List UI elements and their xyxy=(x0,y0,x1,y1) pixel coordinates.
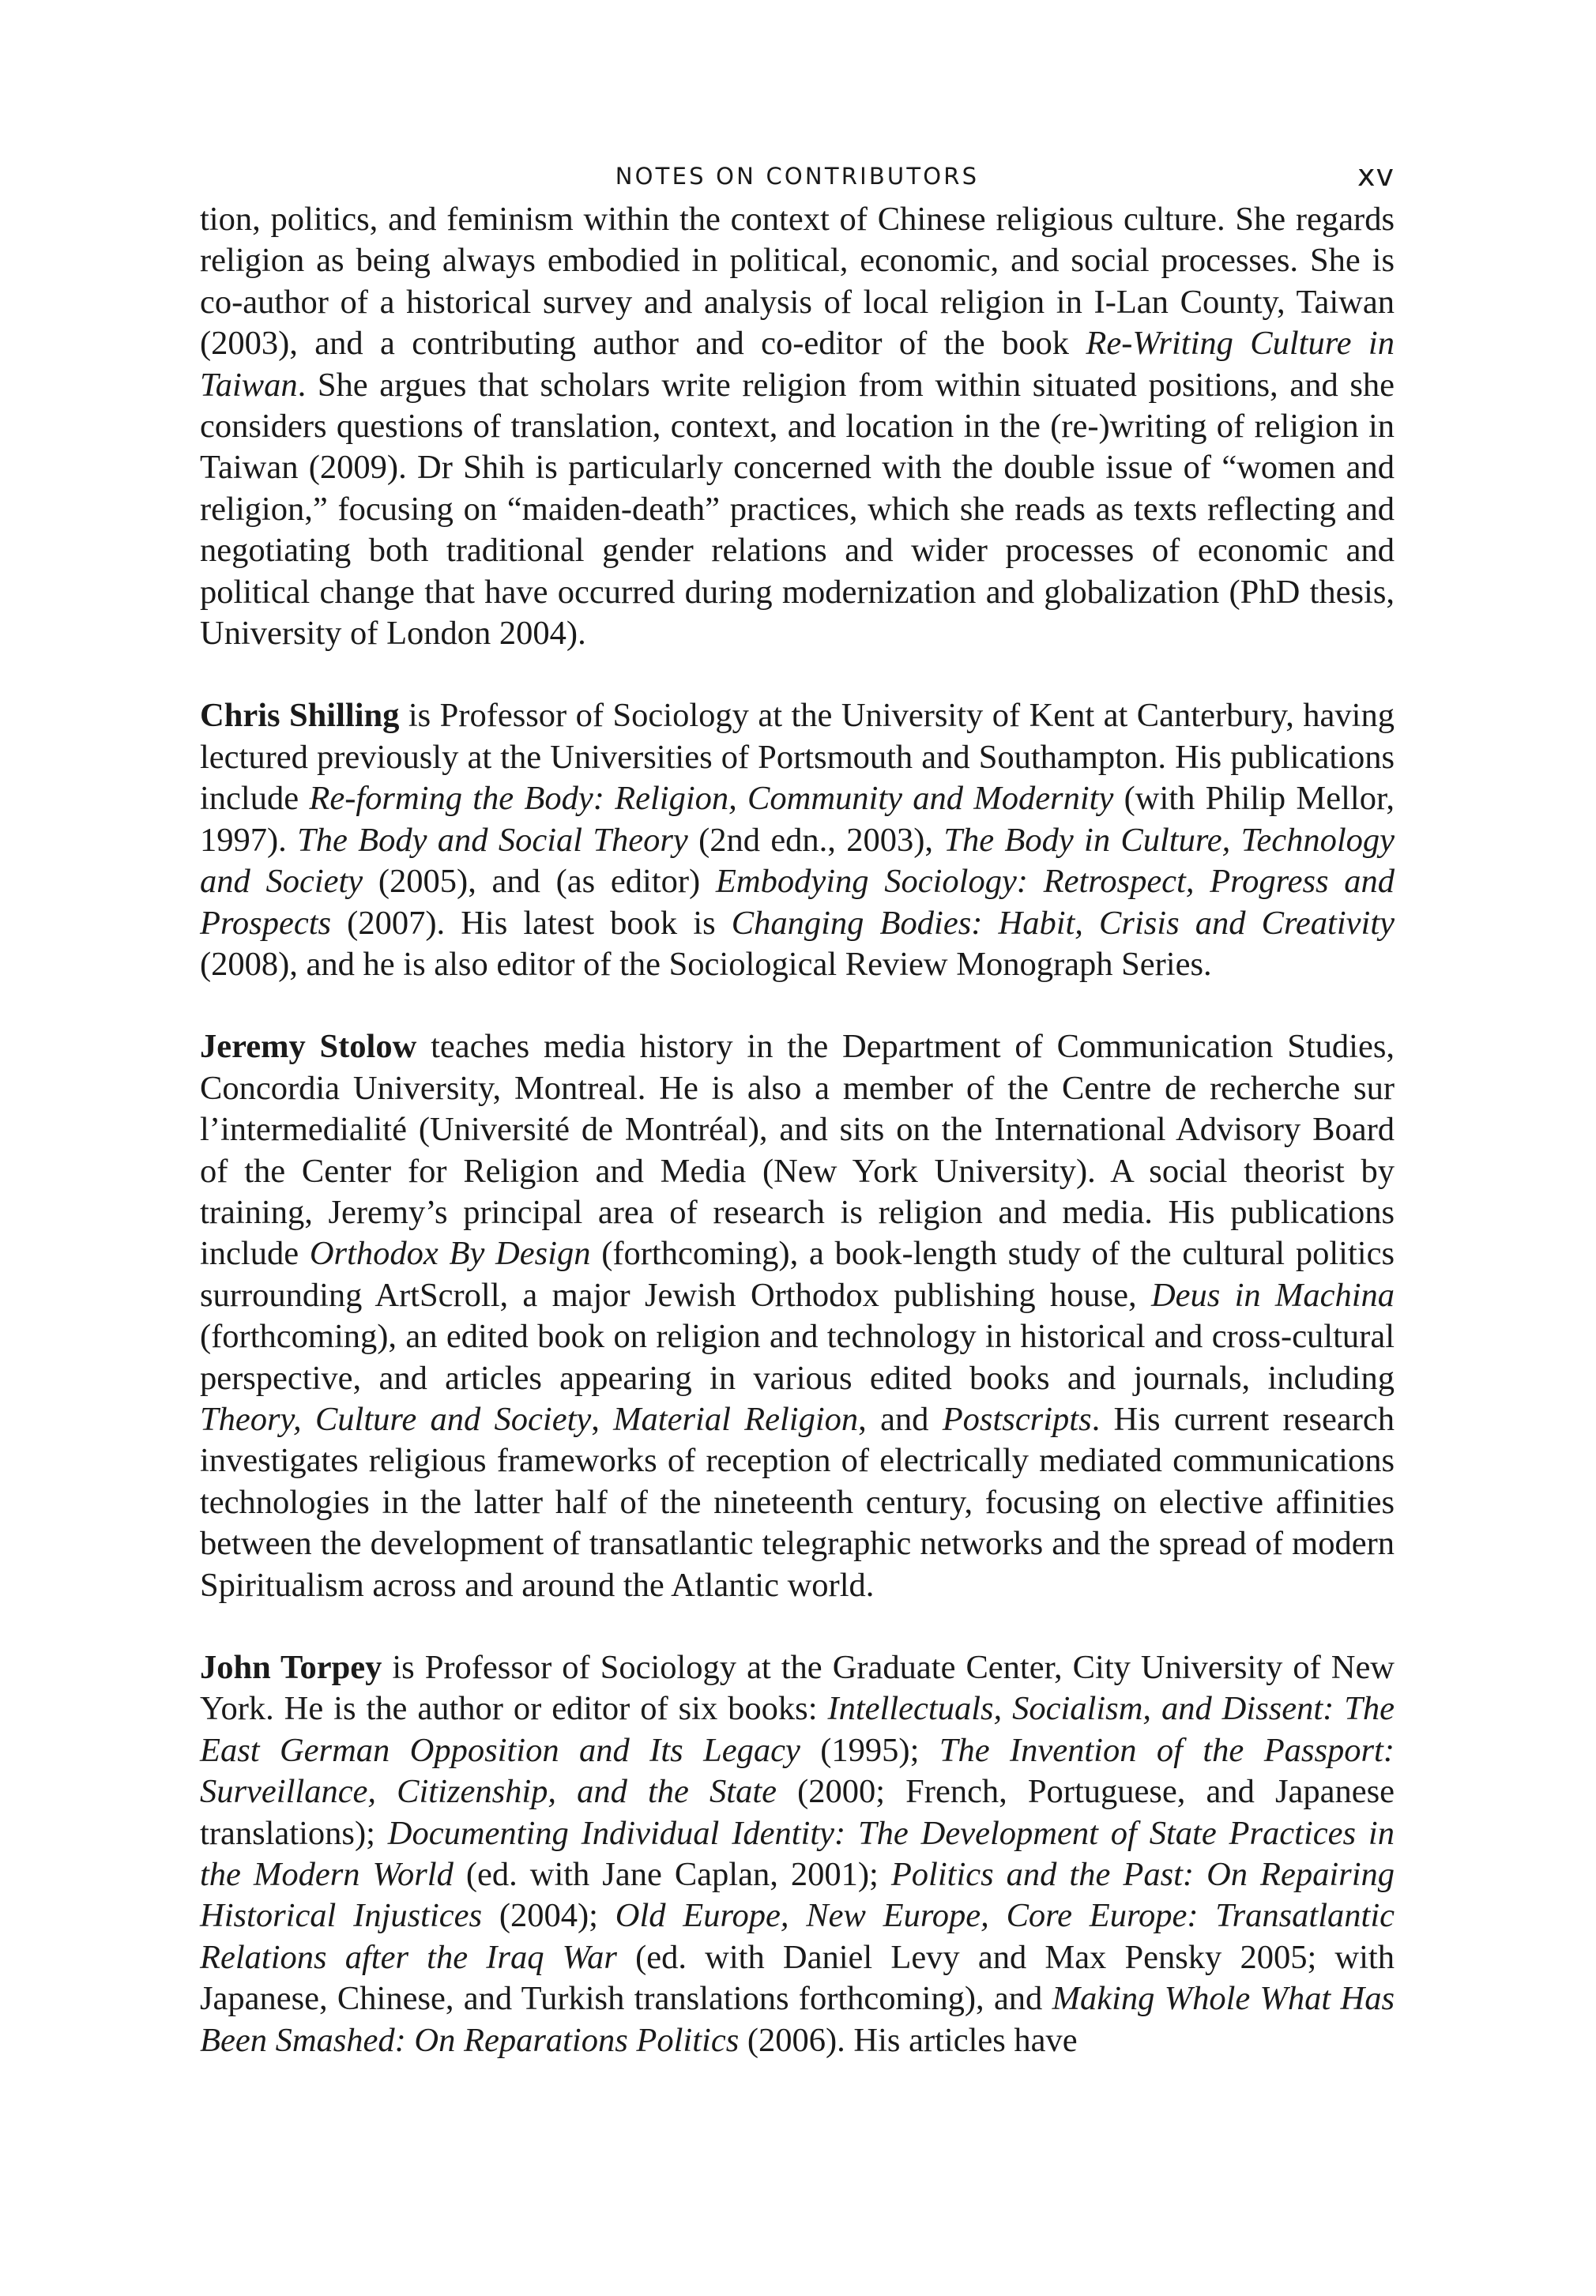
contributor-name: John Torpey xyxy=(200,1649,382,1686)
bio-text: is Professor of Sociology at the University of Kent at Canterbury, having lectured previously at the Universities of Portsmouth and Southampton. His publications include xyxy=(200,697,1395,818)
work-title: Documenting Individual Identity: The Development of State Practices in the Modern World xyxy=(200,1814,1395,1894)
bio-text: , xyxy=(591,1400,614,1438)
bio-text: (2nd edn., 2003), xyxy=(687,821,944,859)
work-title: Material Religion xyxy=(613,1400,859,1438)
work-title: The Body and Social Theory xyxy=(297,821,688,859)
bio-text: tion, politics, and feminism within the context of Chinese religious culture. She regards religion as being always embodied in political, economic, and social processes. She is co-author of a historical survey and analysis of local religion in I-Lan County, Taiwan (2003), and a contributing author and co-editor of the book xyxy=(200,201,1395,363)
running-title: NOTES ON CONTRIBUTORS xyxy=(615,163,980,190)
work-title: Re-Writing Culture in Taiwan xyxy=(200,325,1395,404)
work-title: The Body in Culture, Technology and Society xyxy=(200,821,1395,901)
bio-text: (2005), and (as editor) xyxy=(363,863,716,901)
work-title: Making Whole What Has Been Smashed: On Reparations Politics xyxy=(200,1980,1395,2059)
bio-text: (2000; French, Portuguese, and Japanese translations); xyxy=(200,1773,1395,1852)
contributor-entry xyxy=(200,1647,1395,2061)
book-page xyxy=(200,155,1395,2061)
running-head xyxy=(200,155,1395,199)
work-title: Changing Bodies: Habit, Crisis and Creativity xyxy=(731,904,1395,942)
work-title: Orthodox By Design xyxy=(309,1235,591,1273)
bio-text: (1995); xyxy=(800,1731,939,1769)
work-title: Embodying Sociology: Retrospect, Progress and Prospects xyxy=(200,863,1395,942)
bio-text: , and xyxy=(858,1400,943,1438)
work-title: Deus in Machina xyxy=(1150,1276,1395,1314)
page-number: xv xyxy=(1357,158,1395,193)
contributor-entry xyxy=(200,199,1395,654)
bio-text: . She argues that scholars write religion from within situated positions, and she considers questions of translation, context, and location in the (re-)writing of religion in Taiwan (2009). Dr Shih is particularly concerned with the double issue of “women and religion,” focusing on “maiden-death” practices, which she reads as texts reflecting and negotiating both traditional gender relations and wider processes of economic and political change that have occurred during modernization and globalization (PhD thesis, University of London 2004). xyxy=(200,366,1395,653)
work-title: Theory, Culture and Society xyxy=(200,1400,592,1438)
work-title: Old Europe, New Europe, Core Europe: Transatlantic Relations after the Iraq War xyxy=(200,1897,1395,1976)
work-title: Re-forming the Body: Religion, Community and Modernity xyxy=(309,780,1114,818)
bio-text: (forthcoming), an edited book on religion and technology in historical and cross-cultural perspective, and articles appearing in various edited books and journals, including xyxy=(200,1318,1395,1397)
work-title: The Invention of the Passport: Surveillance, Citizenship, and the State xyxy=(200,1731,1395,1811)
bio-text: (with Philip Mellor, 1997). xyxy=(200,780,1395,859)
bio-text: (2007). His latest book is xyxy=(331,904,732,942)
contributor-name: Jeremy Stolow xyxy=(200,1028,417,1066)
bio-text: (ed. with Daniel Levy and Max Pensky 2005; with Japanese, Chinese, and Turkish translations forthcoming), and xyxy=(200,1938,1395,2018)
work-title: Politics and the Past: On Repairing Historical Injustices xyxy=(200,1856,1395,1935)
bio-text: (ed. with Jane Caplan, 2001); xyxy=(453,1856,891,1894)
contributor-notes xyxy=(200,199,1395,2061)
contributor-name: Chris Shilling xyxy=(200,697,400,735)
bio-text: teaches media history in the Department of Communication Studies, Concordia University, Montreal. He is also a member of the Centre de recherche sur l’intermedialité (Université de Montréal), and sits on the International Advisory Board of the Center for Religion and Media (New York University). A social theorist by training, Jeremy’s principal area of research is religion and media. His publications include xyxy=(200,1028,1395,1273)
work-title: Intellectuals, Socialism, and Dissent: The East German Opposition and Its Legacy xyxy=(200,1690,1395,1769)
bio-text: (forthcoming), a book-length study of the cultural politics surrounding ArtScroll, a major Jewish Orthodox publishing house, xyxy=(200,1235,1395,1314)
bio-text: is Professor of Sociology at the Graduate Center, City University of New York. He is the author or editor of six books: xyxy=(200,1649,1395,1728)
bio-text: . His current research investigates religious frameworks of reception of electrically mediated communications technologies in the latter half of the nineteenth century, focusing on elective affinities between the development of transatlantic telegraphic networks and the spread of modern Spiritualism across and around the Atlantic world. xyxy=(200,1400,1395,1604)
contributor-entry xyxy=(200,1026,1395,1606)
work-title: Postscripts xyxy=(942,1400,1092,1438)
bio-text: (2008), and he is also editor of the Sociological Review Monograph Series. xyxy=(200,945,1212,983)
bio-text: (2006). His articles have xyxy=(739,2021,1078,2059)
contributor-entry xyxy=(200,695,1395,985)
bio-text: (2004); xyxy=(482,1897,615,1935)
